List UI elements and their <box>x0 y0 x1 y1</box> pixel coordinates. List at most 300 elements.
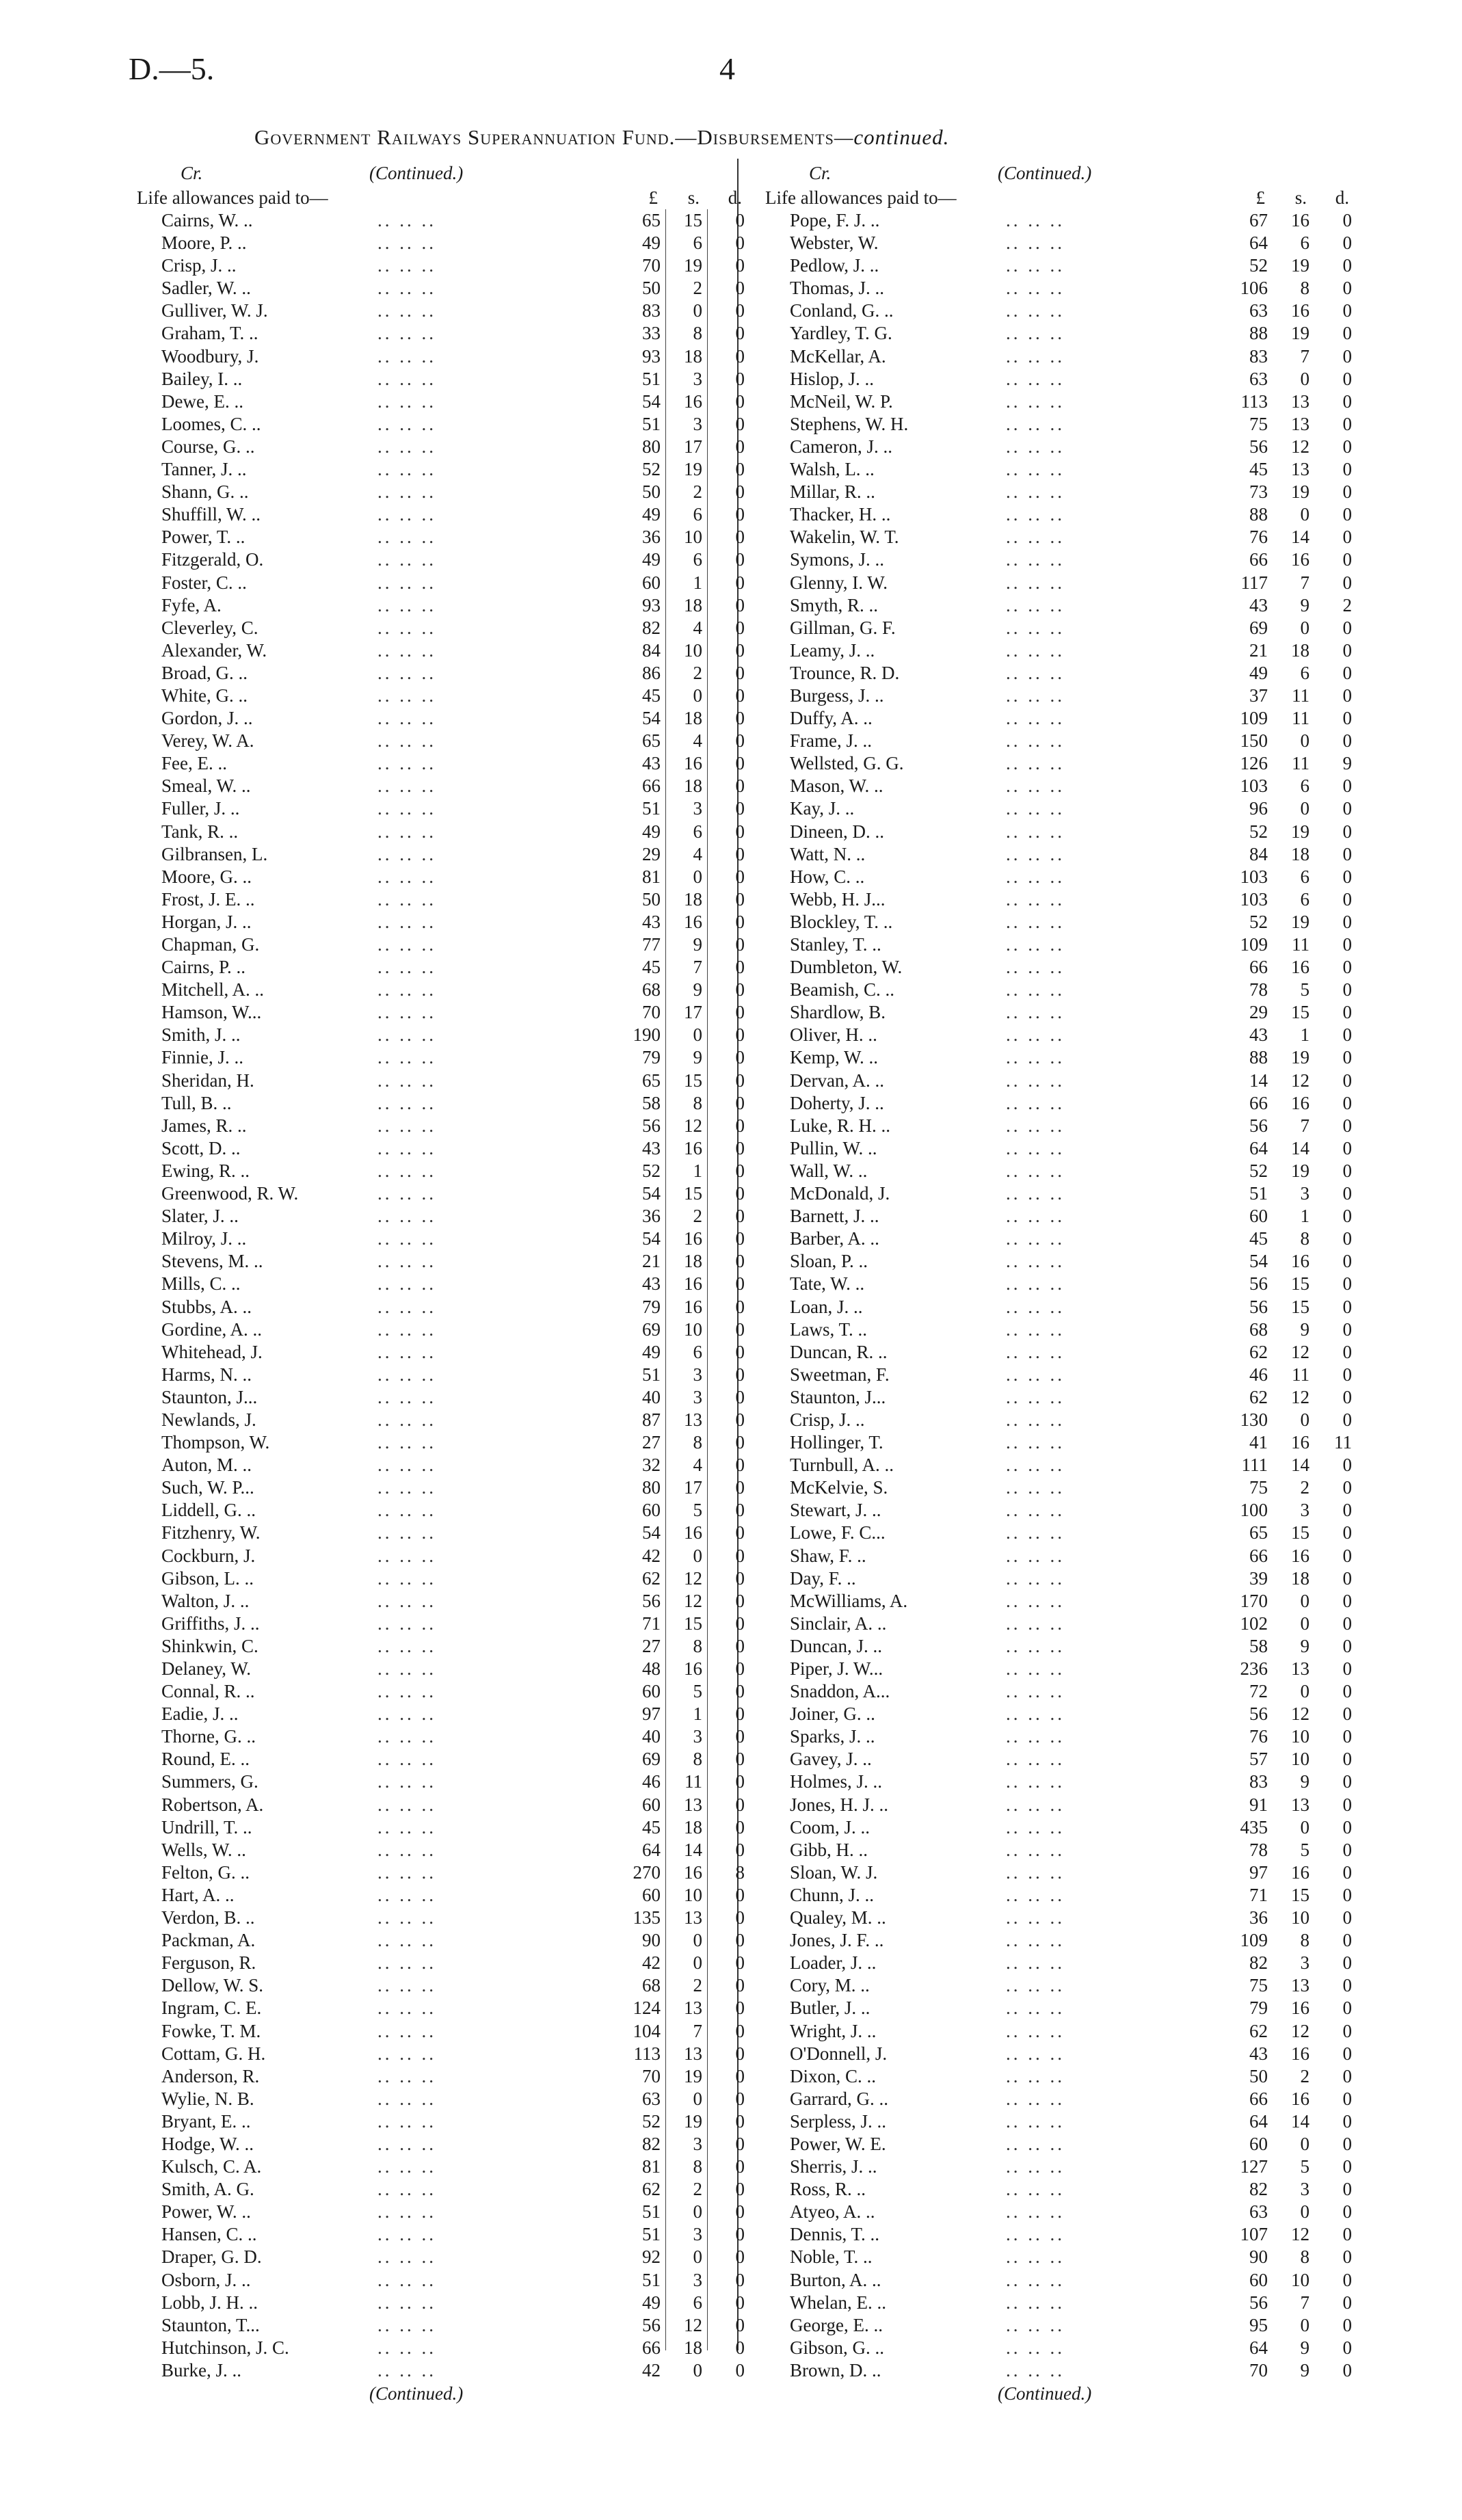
table-row <box>137 1522 745 1544</box>
amount-pence: 0 <box>735 1228 745 1249</box>
pensioner-name: Verdon, B. .. <box>161 1907 255 1928</box>
amount-pence: 0 <box>1342 1002 1352 1023</box>
pensioner-name: Fitzgerald, O. <box>161 549 264 570</box>
pensioner-name: Glenny, I. W. <box>790 572 888 593</box>
amount-shillings: 13 <box>684 1907 702 1928</box>
amount-shillings: 8 <box>693 1635 702 1656</box>
amount-pence: 0 <box>1342 1658 1352 1679</box>
pensioner-name: Eadie, J. .. <box>161 1703 239 1725</box>
right-column <box>765 159 1367 2406</box>
pensioner-name: Sweetman, F. <box>790 1364 890 1385</box>
amount-shillings: 15 <box>684 1183 702 1204</box>
leader-dots: .. .. .. <box>1006 1251 1065 1272</box>
table-row <box>765 254 1367 277</box>
leader-dots: .. .. .. <box>377 2133 436 2154</box>
leader-dots: .. .. .. <box>1006 2337 1065 2358</box>
pensioner-name: Crisp, J. .. <box>161 255 237 276</box>
table-row <box>765 481 1367 503</box>
pensioner-name: Chapman, G. <box>161 934 260 955</box>
table-row <box>137 797 745 820</box>
leader-dots: .. .. .. <box>1006 1318 1065 1340</box>
amount-shillings: 2 <box>1300 1477 1310 1498</box>
pensioner-name: Kay, J. .. <box>790 798 855 819</box>
amount-pence: 0 <box>735 368 745 389</box>
pensioner-name: Stanley, T. .. <box>790 934 881 955</box>
amount-pence: 0 <box>1342 911 1352 932</box>
amount-shillings: 14 <box>684 1839 702 1860</box>
amount-pounds: 32 <box>642 1455 661 1476</box>
table-row <box>765 390 1367 413</box>
leader-dots: .. .. .. <box>377 504 436 525</box>
amount-shillings: 19 <box>684 2065 702 2086</box>
pensioner-name: Millar, R. .. <box>790 481 875 503</box>
amount-pounds: 88 <box>1249 504 1268 525</box>
amount-pence: 0 <box>735 1318 745 1340</box>
pensioner-name: Smyth, R. .. <box>790 594 879 615</box>
leader-dots: .. .. .. <box>377 1861 436 1883</box>
amount-pence: 0 <box>735 1500 745 1521</box>
amount-shillings: 6 <box>1300 866 1310 887</box>
pensioner-name: Frame, J. .. <box>790 730 872 752</box>
amount-pence: 0 <box>1342 934 1352 955</box>
leader-dots: .. .. .. <box>377 843 436 864</box>
amount-pounds: 45 <box>642 1816 661 1838</box>
table-row <box>137 1046 745 1069</box>
amount-shillings: 0 <box>693 2246 702 2268</box>
leader-dots: .. .. .. <box>1006 2314 1065 2335</box>
leader-dots: .. .. .. <box>1006 2201 1065 2223</box>
pensioner-name: Shann, G. .. <box>161 481 249 503</box>
leader-dots: .. .. .. <box>377 1998 436 2019</box>
amount-pounds: 21 <box>642 1251 661 1272</box>
amount-pence: 0 <box>735 662 745 683</box>
amount-pounds: 45 <box>642 957 661 978</box>
pensioner-name: Turnbull, A. .. <box>790 1455 894 1476</box>
amount-pence: 0 <box>1342 1522 1352 1543</box>
amount-pounds: 60 <box>1249 2133 1268 2154</box>
table-row <box>137 1092 745 1115</box>
leader-dots: .. .. .. <box>1006 1522 1065 1543</box>
table-row <box>137 1952 745 1974</box>
amount-shillings: 12 <box>684 2314 702 2335</box>
table-row <box>765 1839 1367 1861</box>
leader-dots: .. .. .. <box>1006 2246 1065 2268</box>
amount-pence: 0 <box>735 481 745 503</box>
table-row <box>137 2337 745 2359</box>
amount-shillings: 16 <box>1291 957 1310 978</box>
amount-pounds: 52 <box>1249 1160 1268 1181</box>
amount-shillings: 4 <box>693 730 702 752</box>
table-row <box>765 888 1367 911</box>
amount-pounds: 65 <box>1249 1522 1268 1543</box>
table-row <box>765 1318 1367 1341</box>
amount-pence: 0 <box>735 1183 745 1204</box>
table-row <box>765 277 1367 300</box>
amount-pounds: 56 <box>642 1590 661 1611</box>
pensioner-name: Hart, A. .. <box>161 1884 235 1905</box>
table-row <box>137 1001 745 1024</box>
leader-dots: .. .. .. <box>1006 2110 1065 2132</box>
amount-shillings: 16 <box>684 753 702 774</box>
pensioner-name: Crisp, J. .. <box>790 1409 865 1430</box>
amount-pounds: 75 <box>1249 1975 1268 1996</box>
amount-pounds: 36 <box>1249 1907 1268 1928</box>
table-row <box>765 1613 1367 1635</box>
amount-pounds: 58 <box>642 1092 661 1113</box>
amount-shillings: 12 <box>684 1590 702 1611</box>
amount-shillings: 13 <box>684 1794 702 1815</box>
amount-shillings: 0 <box>693 1930 702 1951</box>
amount-pence: 0 <box>735 413 745 434</box>
leader-dots: .. .. .. <box>1006 233 1065 254</box>
pensioner-name: Power, T. .. <box>161 527 245 548</box>
amount-pounds: 66 <box>1249 1545 1268 1566</box>
amount-pence: 0 <box>1342 300 1352 321</box>
amount-shillings: 18 <box>684 594 702 615</box>
table-row <box>137 1364 745 1386</box>
amount-pounds: 56 <box>1249 1115 1268 1136</box>
leader-dots: .. .. .. <box>1006 1364 1065 1385</box>
pensioner-name: Wells, W. .. <box>161 1839 246 1860</box>
pensioner-name: Auton, M. .. <box>161 1455 252 1476</box>
amount-pence: 0 <box>735 1341 745 1362</box>
amount-shillings: 1 <box>693 1160 702 1181</box>
amount-pounds: 52 <box>642 459 661 480</box>
pensioner-name: Dennis, T. .. <box>790 2224 879 2245</box>
amount-pounds: 84 <box>642 639 661 661</box>
amount-pence: 0 <box>735 708 745 729</box>
table-row <box>765 1907 1367 1929</box>
table-row <box>137 413 745 436</box>
table-row <box>765 1431 1367 1454</box>
amount-pounds: 83 <box>1249 1771 1268 1792</box>
table-row <box>765 1567 1367 1590</box>
amount-pounds: 65 <box>642 210 661 230</box>
amount-shillings: 10 <box>1291 2269 1310 2290</box>
leader-dots: .. .. .. <box>1006 1590 1065 1611</box>
amount-pence: 0 <box>735 843 745 864</box>
table-row <box>137 1861 745 1884</box>
amount-shillings: 1 <box>693 572 702 593</box>
pensioner-name: Piper, J. W... <box>790 1658 883 1679</box>
leader-dots: .. .. .. <box>1006 413 1065 434</box>
amount-pounds: 46 <box>642 1771 661 1792</box>
pensioner-name: Noble, T. .. <box>790 2246 873 2268</box>
amount-pence: 0 <box>1342 549 1352 570</box>
amount-pounds: 43 <box>642 753 661 774</box>
amount-pounds: 63 <box>1249 368 1268 389</box>
pensioner-name: Ewing, R. .. <box>161 1160 250 1181</box>
amount-pounds: 100 <box>1240 1500 1268 1521</box>
table-row <box>765 752 1367 775</box>
amount-pounds: 102 <box>1240 1613 1268 1634</box>
table-row <box>137 1884 745 1907</box>
pensioner-name: Serpless, J. .. <box>790 2110 886 2132</box>
leader-dots: .. .. .. <box>377 730 436 752</box>
amount-shillings: 12 <box>1291 2020 1310 2041</box>
amount-pounds: 49 <box>642 1341 661 1362</box>
amount-pence: 0 <box>735 390 745 412</box>
leader-dots: .. .. .. <box>377 1635 436 1656</box>
table-row <box>765 368 1367 390</box>
amount-pence: 0 <box>1342 1273 1352 1295</box>
amount-shillings: 1 <box>693 1703 702 1725</box>
pensioner-name: Packman, A. <box>161 1930 256 1951</box>
pensioner-name: George, E. .. <box>790 2314 883 2335</box>
amount-pounds: 64 <box>642 1839 661 1860</box>
pensioner-name: McWilliams, A. <box>790 1590 908 1611</box>
left-allowance-list <box>137 209 745 2382</box>
amount-pounds: 51 <box>642 1364 661 1385</box>
pensioner-name: Newlands, J. <box>161 1409 256 1430</box>
leader-dots: .. .. .. <box>377 1386 436 1407</box>
amount-shillings: 10 <box>1291 1726 1310 1747</box>
pensioner-name: Gulliver, W. J. <box>161 300 268 321</box>
table-row <box>765 1001 1367 1024</box>
amount-pounds: 63 <box>1249 300 1268 321</box>
amount-pence: 0 <box>1342 1047 1352 1068</box>
pensioner-name: Wakelin, W. T. <box>790 527 899 548</box>
pensioner-name: Staunton, J... <box>161 1386 258 1407</box>
amount-pounds: 67 <box>1249 210 1268 230</box>
table-row <box>765 322 1367 345</box>
leader-dots: .. .. .. <box>377 255 436 276</box>
amount-pence: 0 <box>735 979 745 1000</box>
amount-pence: 0 <box>1342 1183 1352 1204</box>
amount-pounds: 82 <box>642 617 661 638</box>
amount-pence: 0 <box>735 1771 745 1792</box>
amount-shillings: 8 <box>693 2156 702 2177</box>
leader-dots: .. .. .. <box>377 1567 436 1589</box>
pensioner-name: Thorne, G. .. <box>161 1726 256 1747</box>
table-row <box>765 209 1367 232</box>
table-row <box>137 1567 745 1590</box>
pensioner-name: Sloan, W. J. <box>790 1861 878 1883</box>
amount-pounds: 124 <box>633 1998 661 2019</box>
amount-pence: 0 <box>1342 1364 1352 1385</box>
amount-pence: 0 <box>1342 1816 1352 1838</box>
amount-shillings: 8 <box>693 1432 702 1453</box>
pensioner-name: Broad, G. .. <box>161 662 248 683</box>
pensioner-name: Ferguson, R. <box>161 1952 256 1974</box>
leader-dots: .. .. .. <box>377 1477 436 1498</box>
pensioner-name: Stevens, M. .. <box>161 1251 263 1272</box>
amount-pounds: 97 <box>642 1703 661 1725</box>
table-row <box>765 594 1367 617</box>
table-row <box>765 1273 1367 1295</box>
table-row <box>765 1545 1367 1567</box>
amount-pounds: 52 <box>642 1160 661 1181</box>
leader-dots: .. .. .. <box>377 957 436 978</box>
amount-pence: 0 <box>1342 1070 1352 1091</box>
leader-dots: .. .. .. <box>1006 662 1065 683</box>
amount-pounds: 77 <box>642 934 661 955</box>
pensioner-name: Chunn, J. .. <box>790 1884 875 1905</box>
pensioner-name: Gilbransen, L. <box>161 843 268 864</box>
amount-shillings: 16 <box>1291 300 1310 321</box>
leader-dots: .. .. .. <box>1006 866 1065 887</box>
amount-shillings: 9 <box>693 1047 702 1068</box>
amount-pounds: 66 <box>642 2337 661 2358</box>
table-row <box>765 1952 1367 1974</box>
amount-pence: 0 <box>1342 390 1352 412</box>
leader-dots: .. .. .. <box>1006 2088 1065 2109</box>
amount-pence: 0 <box>1342 1477 1352 1498</box>
leader-dots: .. .. .. <box>1006 1432 1065 1453</box>
pensioner-name: Oliver, H. .. <box>790 1024 877 1046</box>
amount-pence: 0 <box>735 1590 745 1611</box>
amount-pence: 0 <box>735 2088 745 2109</box>
amount-pence: 0 <box>1342 866 1352 887</box>
table-row <box>765 1748 1367 1770</box>
leader-dots: .. .. .. <box>1006 1930 1065 1951</box>
table-row <box>765 1974 1367 1997</box>
table-row <box>765 2359 1367 2382</box>
amount-pence: 0 <box>735 233 745 254</box>
amount-shillings: 3 <box>693 2224 702 2245</box>
leader-dots: .. .. .. <box>377 1047 436 1068</box>
amount-pounds: 73 <box>1249 481 1268 503</box>
amount-pence: 0 <box>735 1137 745 1158</box>
leader-dots: .. .. .. <box>377 1455 436 1476</box>
amount-pounds: 66 <box>1249 1092 1268 1113</box>
amount-pence: 0 <box>735 278 745 299</box>
amount-pounds: 60 <box>642 1681 661 1702</box>
pensioner-name: Wellsted, G. G. <box>790 753 904 774</box>
amount-shillings: 8 <box>1300 278 1310 299</box>
pensioner-name: Pullin, W. .. <box>790 1137 877 1158</box>
leader-dots: .. .. .. <box>1006 617 1065 638</box>
amount-pounds: 88 <box>1249 1047 1268 1068</box>
amount-pence: 0 <box>1342 2133 1352 2154</box>
amount-pounds: 36 <box>642 1206 661 1227</box>
leader-dots: .. .. .. <box>1006 1816 1065 1838</box>
table-row <box>765 617 1367 639</box>
pensioner-name: Dumbleton, W. <box>790 957 903 978</box>
amount-pounds: 76 <box>1249 1726 1268 1747</box>
amount-pence: 0 <box>735 1522 745 1543</box>
amount-shillings: 15 <box>1291 1296 1310 1317</box>
right-pence-header: d. <box>1335 187 1349 208</box>
amount-pounds: 93 <box>642 594 661 615</box>
leader-dots: .. .. .. <box>377 2224 436 2245</box>
amount-shillings: 3 <box>693 1386 702 1407</box>
amount-shillings: 11 <box>1292 753 1310 774</box>
pensioner-name: Graham, T. .. <box>161 323 258 344</box>
leader-dots: .. .. .. <box>1006 1884 1065 1905</box>
amount-pounds: 56 <box>1249 1273 1268 1295</box>
amount-shillings: 6 <box>1300 888 1310 910</box>
amount-shillings: 16 <box>684 1273 702 1295</box>
amount-pounds: 42 <box>642 1952 661 1974</box>
amount-pence: 0 <box>735 2314 745 2335</box>
amount-pounds: 45 <box>642 685 661 706</box>
amount-pence: 0 <box>735 1545 745 1566</box>
amount-pounds: 51 <box>642 2224 661 2245</box>
amount-pence: 0 <box>735 2065 745 2086</box>
amount-pence: 0 <box>1342 2359 1352 2380</box>
amount-pounds: 435 <box>1240 1816 1268 1838</box>
amount-pence: 0 <box>1342 1251 1352 1272</box>
amount-shillings: 2 <box>1300 2065 1310 2086</box>
amount-pence: 0 <box>1342 1590 1352 1611</box>
pensioner-name: Dellow, W. S. <box>161 1975 264 1996</box>
leader-dots: .. .. .. <box>1006 2156 1065 2177</box>
amount-pence: 0 <box>1342 2088 1352 2109</box>
amount-shillings: 12 <box>1291 1341 1310 1362</box>
table-row <box>137 866 745 888</box>
amount-pence: 0 <box>735 1409 745 1430</box>
amount-shillings: 14 <box>1291 1137 1310 1158</box>
amount-pence: 0 <box>1342 233 1352 254</box>
pensioner-name: Gibb, H. .. <box>790 1839 868 1860</box>
amount-pounds: 68 <box>1249 1318 1268 1340</box>
amount-pence: 0 <box>1342 1952 1352 1974</box>
table-row <box>137 572 745 594</box>
leader-dots: .. .. .. <box>1006 345 1065 367</box>
amount-shillings: 19 <box>1291 255 1310 276</box>
table-row <box>137 1997 745 2019</box>
amount-shillings: 0 <box>693 1545 702 1566</box>
pensioner-name: Stubbs, A. .. <box>161 1296 252 1317</box>
amount-pence: 0 <box>735 345 745 367</box>
right-subheader <box>765 187 1367 209</box>
amount-pence: 0 <box>1342 323 1352 344</box>
table-row <box>137 368 745 390</box>
pensioner-name: Sherris, J. .. <box>790 2156 877 2177</box>
left-pence-header: d. <box>728 187 742 208</box>
amount-pence: 0 <box>1342 1861 1352 1883</box>
amount-shillings: 12 <box>684 1115 702 1136</box>
amount-shillings: 0 <box>1300 2133 1310 2154</box>
table-row <box>765 413 1367 436</box>
amount-pounds: 43 <box>642 1273 661 1295</box>
amount-pence: 0 <box>1342 1930 1352 1951</box>
table-row <box>137 1341 745 1364</box>
amount-pence: 0 <box>735 2337 745 2358</box>
table-row <box>765 1770 1367 1793</box>
pensioner-name: Draper, G. D. <box>161 2246 262 2268</box>
amount-pounds: 54 <box>1249 1251 1268 1272</box>
pensioner-name: Cameron, J. .. <box>790 436 892 457</box>
leader-dots: .. .. .. <box>1006 1137 1065 1158</box>
amount-pounds: 54 <box>642 708 661 729</box>
amount-pence: 0 <box>1342 2156 1352 2177</box>
pensioner-name: Tull, B. .. <box>161 1092 232 1113</box>
leader-dots: .. .. .. <box>1006 1907 1065 1928</box>
amount-shillings: 0 <box>1300 1409 1310 1430</box>
leader-dots: .. .. .. <box>1006 1861 1065 1883</box>
amount-pence: 0 <box>1342 1386 1352 1407</box>
table-row <box>765 1476 1367 1499</box>
amount-shillings: 3 <box>693 413 702 434</box>
amount-shillings: 16 <box>684 1228 702 1249</box>
amount-pence: 0 <box>1342 459 1352 480</box>
table-row <box>137 2110 745 2133</box>
amount-shillings: 9 <box>1300 1318 1310 1340</box>
amount-pounds: 57 <box>1249 1749 1268 1770</box>
amount-pounds: 52 <box>642 2110 661 2132</box>
amount-pence: 0 <box>1342 1749 1352 1770</box>
leader-dots: .. .. .. <box>377 2179 436 2200</box>
amount-shillings: 0 <box>693 2359 702 2380</box>
amount-shillings: 9 <box>1300 2359 1310 2380</box>
amount-pence: 0 <box>1342 210 1352 230</box>
table-row <box>137 277 745 300</box>
amount-pounds: 52 <box>1249 255 1268 276</box>
table-row <box>765 503 1367 526</box>
pensioner-name: Thompson, W. <box>161 1432 270 1453</box>
